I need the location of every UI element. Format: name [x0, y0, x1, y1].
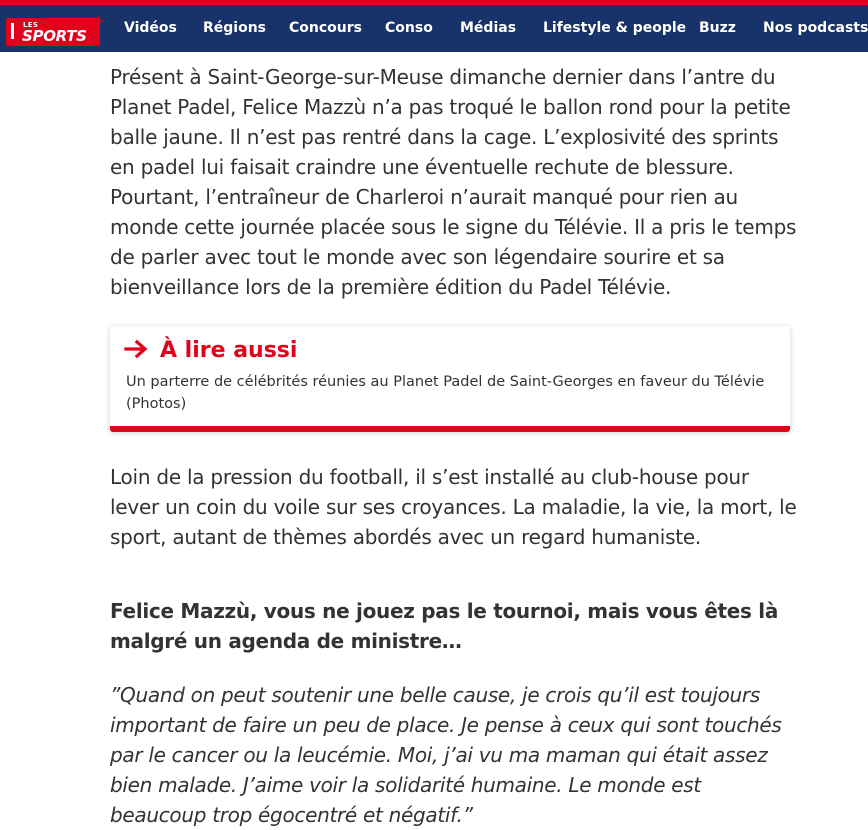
article-paragraph-intro: Présent à Saint-George-sur-Meuse dimanche dernier dans l’antre du Planet Padel, Felice Mazzù n’a pas troqué le ballon rond pour la petite balle jaune. Il n’est pas rentré dans la cage. L’explosivité des sprints en padel lui faisait craindre une éventuelle rechute de blessure. Pourtant, l’entraîneur de Charleroi n’aurait manqué pour rien au monde cette journée placée sous le signe du Télévie. Il a pris le temps de parler avec tout le monde avec son légendaire sourire et sa bienveillance lors de la première édition du Padel Télévie. [110, 65, 797, 299]
nav-item-videos[interactable]: Vidéos [124, 20, 177, 36]
nav-item-regions[interactable]: Régions [203, 20, 267, 36]
read-also-header [124, 338, 297, 363]
interview-answer-quote: ”Quand on peut soutenir une belle cause, je crois qu’il est toujours important de faire un peu de place. Je pense à ceux qui sont touchés par le cancer ou la leucémie. Moi, j’ai vu ma maman qui était assez bien malade. J’aime voir la solidarité humaine. Le monde est beaucoup trop égocentré et négatif.” [110, 683, 782, 827]
arrow-right-icon [124, 339, 150, 359]
read-also-heading: À lire aussi [160, 338, 298, 363]
logo-main-text: SPORTS [22, 27, 87, 45]
logo-small-text: LES [23, 21, 39, 29]
nav-item-conso[interactable]: Conso [385, 20, 433, 36]
read-also-card[interactable] [110, 326, 790, 432]
article-paragraph-2: Loin de la pression du football, il s’est installé au club-house pour lever un coin du voile sur ses croyances. La maladie, la vie, la mort, le sport, autant de thèmes abordés avec un regard humaniste. [110, 465, 797, 549]
nav-items [0, 5, 868, 52]
nav-item-concours[interactable]: Concours [289, 20, 362, 36]
nav-item-lifestyle-people[interactable]: Lifestyle & people [543, 20, 687, 36]
nav-item-podcasts[interactable]: Nos podcasts [763, 20, 868, 36]
nav-item-medias[interactable]: Médias [460, 20, 517, 36]
nav-item-buzz[interactable]: Buzz [699, 20, 736, 36]
interview-question: Felice Mazzù, vous ne jouez pas le tournoi, mais vous êtes là malgré un agenda de ministre… [110, 599, 779, 653]
logo-plus-mark: + [93, 13, 105, 29]
main-navigation-bar [0, 5, 868, 52]
read-also-link[interactable]: Un parterre de célébrités réunies au Planet Padel de Saint-Georges en faveur du Télévie (Photos) [126, 374, 765, 412]
